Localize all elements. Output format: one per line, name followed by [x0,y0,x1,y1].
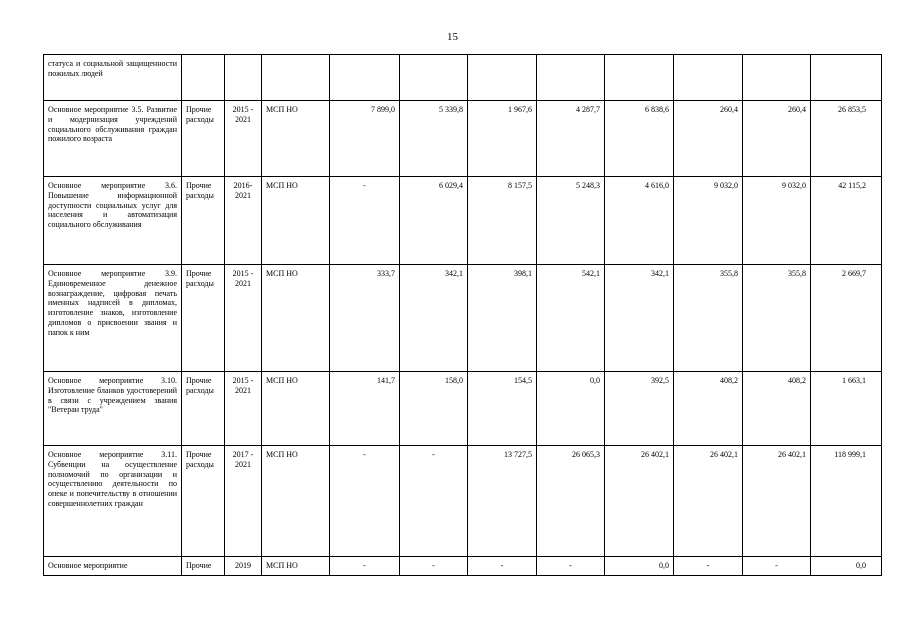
activity-name-cell: Основное мероприятие 3.11. Субвенции на осуществление полномочий по организации и осуществлению деятельности по опеке и попечительству в отношении совершеннолетних граждан [44,446,182,557]
activity-name-cell: Основное мероприятие 3.9. Единовременное денежное вознаграждение, цифровая печать именных надписей в дипломах, изготовление знаков, изготовление дипломов о присвоении звания и папок к ним [44,265,182,372]
year-value-cell: 398,1 [468,265,537,372]
funding-source-cell: Прочие расходы [182,446,225,557]
activity-name-cell: Основное мероприятие 3.10. Изготовление бланков удостоверений в связи с учреждением звания "Ветеран труда" [44,372,182,446]
page-number: 15 [447,31,458,43]
total-value-cell: 0,0 [811,557,882,576]
year-value-cell [674,55,743,101]
year-value-cell: 1 967,6 [468,101,537,177]
year-value-cell: 9 032,0 [743,177,811,265]
table-row [44,557,882,576]
table-row [44,177,882,265]
total-value-cell: 2 669,7 [811,265,882,372]
total-value-cell: 118 999,1 [811,446,882,557]
year-value-cell: - [674,557,743,576]
year-value-cell: 4 616,0 [605,177,674,265]
table-row [44,372,882,446]
year-value-cell: 260,4 [674,101,743,177]
executor-cell [262,55,330,101]
year-value-cell: 408,2 [743,372,811,446]
funding-source-cell: Прочие [182,557,225,576]
program-budget-table [43,54,882,576]
executor-cell: МСП НО [262,101,330,177]
year-value-cell: 5 339,8 [400,101,468,177]
table-body [44,55,882,576]
year-value-cell: - [330,446,400,557]
year-value-cell: - [400,557,468,576]
table-row [44,446,882,557]
total-value-cell: 42 115,2 [811,177,882,265]
year-value-cell: 342,1 [400,265,468,372]
period-cell: 2015 - 2021 [225,372,262,446]
period-cell: 2015 - 2021 [225,101,262,177]
executor-cell: МСП НО [262,372,330,446]
total-value-cell: 26 853,5 [811,101,882,177]
year-value-cell: 26 402,1 [605,446,674,557]
year-value-cell: - [330,177,400,265]
activity-name-cell: Основное мероприятие 3.5. Развитие и модернизация учреждений социального обслуживания граждан пожилого возраста [44,101,182,177]
activity-name-cell: Основное мероприятие 3.6. Повышение информационной доступности социальных услуг для населения и автоматизация социального обслуживания [44,177,182,265]
year-value-cell [468,55,537,101]
executor-cell: МСП НО [262,557,330,576]
period-cell: 2017 - 2021 [225,446,262,557]
year-value-cell [537,55,605,101]
year-value-cell: 158,0 [400,372,468,446]
period-cell: 2019 [225,557,262,576]
year-value-cell: 355,8 [743,265,811,372]
year-value-cell: - [743,557,811,576]
year-value-cell: 13 727,5 [468,446,537,557]
year-value-cell: 6 838,6 [605,101,674,177]
executor-cell: МСП НО [262,177,330,265]
year-value-cell: 392,5 [605,372,674,446]
total-value-cell: 1 663,1 [811,372,882,446]
year-value-cell: 154,5 [468,372,537,446]
table-row [44,265,882,372]
year-value-cell: 333,7 [330,265,400,372]
year-value-cell: 355,8 [674,265,743,372]
year-value-cell: 26 065,3 [537,446,605,557]
funding-source-cell: Прочие расходы [182,265,225,372]
year-value-cell: - [537,557,605,576]
year-value-cell: 5 248,3 [537,177,605,265]
period-cell [225,55,262,101]
year-value-cell: 408,2 [674,372,743,446]
year-value-cell: 0,0 [605,557,674,576]
funding-source-cell [182,55,225,101]
year-value-cell: 9 032,0 [674,177,743,265]
year-value-cell: - [330,557,400,576]
period-cell: 2015 - 2021 [225,265,262,372]
year-value-cell: 7 899,0 [330,101,400,177]
executor-cell: МСП НО [262,446,330,557]
funding-source-cell: Прочие расходы [182,372,225,446]
total-value-cell [811,55,882,101]
year-value-cell: 260,4 [743,101,811,177]
executor-cell: МСП НО [262,265,330,372]
year-value-cell: 26 402,1 [743,446,811,557]
year-value-cell: 8 157,5 [468,177,537,265]
funding-source-cell: Прочие расходы [182,177,225,265]
year-value-cell: 542,1 [537,265,605,372]
year-value-cell: 6 029,4 [400,177,468,265]
year-value-cell: 141,7 [330,372,400,446]
year-value-cell [330,55,400,101]
funding-source-cell: Прочие расходы [182,101,225,177]
year-value-cell: - [468,557,537,576]
year-value-cell: 26 402,1 [674,446,743,557]
year-value-cell [743,55,811,101]
year-value-cell [400,55,468,101]
table-row [44,55,882,101]
year-value-cell [605,55,674,101]
year-value-cell: - [400,446,468,557]
year-value-cell: 0,0 [537,372,605,446]
activity-name-cell: статуса и социальной защищенности пожилых людей [44,55,182,101]
period-cell: 2016- 2021 [225,177,262,265]
activity-name-cell: Основное мероприятие [44,557,182,576]
table-row [44,101,882,177]
year-value-cell: 4 287,7 [537,101,605,177]
year-value-cell: 342,1 [605,265,674,372]
